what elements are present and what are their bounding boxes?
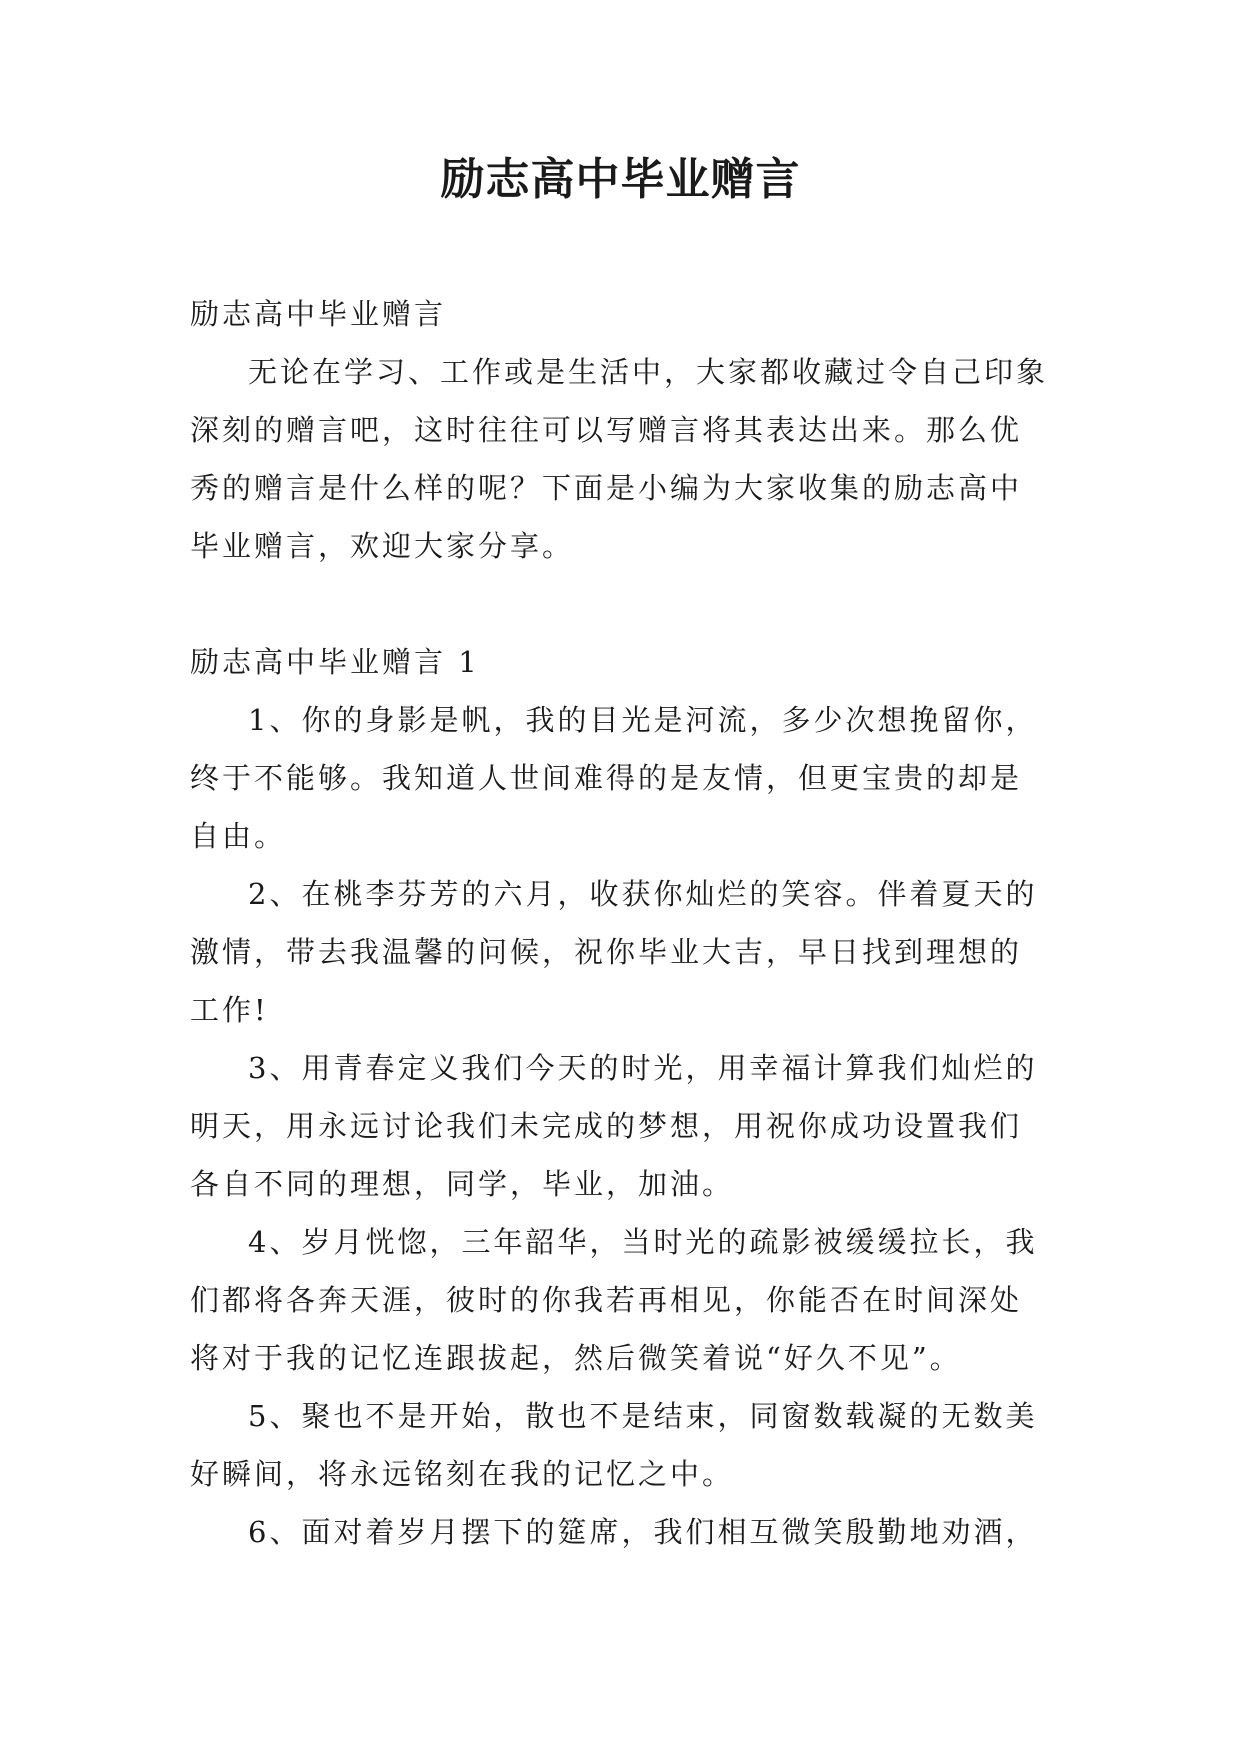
- list-item: 4、岁月恍惚，三年韶华，当时光的疏影被缓缓拉长，我们都将各奔天涯，彼时的你我若再相见，你能否在时间深处将对于我的记忆连跟拔起，然后微笑着说“好久不见”。: [190, 1225, 1038, 1375]
- list-item: 1、你的身影是帆，我的目光是河流，多少次想挽留你，终于不能够。我知道人世间难得的是友情，但更宝贵的却是自由。: [190, 703, 1038, 853]
- list-item: 3、用青春定义我们今天的时光，用幸福计算我们灿烂的明天，用永远讨论我们未完成的梦想，用祝你成功设置我们各自不同的理想，同学，毕业，加油。: [190, 1051, 1038, 1201]
- list-item: 5、聚也不是开始，散也不是结束，同窗数载凝的无数美好瞬间，将永远铭刻在我的记忆之中。: [190, 1399, 1038, 1491]
- intro-paragraph: 无论在学习、工作或是生活中，大家都收藏过令自己印象深刻的赠言吧，这时往往可以写赠言将其表达出来。那么优秀的赠言是什么样的呢？下面是小编为大家收集的励志高中毕业赠言，欢迎大家分享。: [190, 355, 1049, 563]
- intro-heading: 励志高中毕业赠言: [190, 297, 447, 331]
- section-heading: 励志高中毕业赠言 1: [190, 645, 480, 679]
- section-spacer: [190, 575, 1050, 633]
- document-title: 励志高中毕业赠言: [440, 154, 801, 205]
- list-item: 6、面对着岁月摆下的筵席，我们相互微笑殷勤地劝酒，: [248, 1515, 1038, 1549]
- list-item: 2、在桃李芬芳的六月，收获你灿烂的笑容。伴着夏天的激情，带去我温馨的问候，祝你毕业大吉，早日找到理想的工作!: [190, 877, 1038, 1027]
- document-body: [190, 285, 1050, 1561]
